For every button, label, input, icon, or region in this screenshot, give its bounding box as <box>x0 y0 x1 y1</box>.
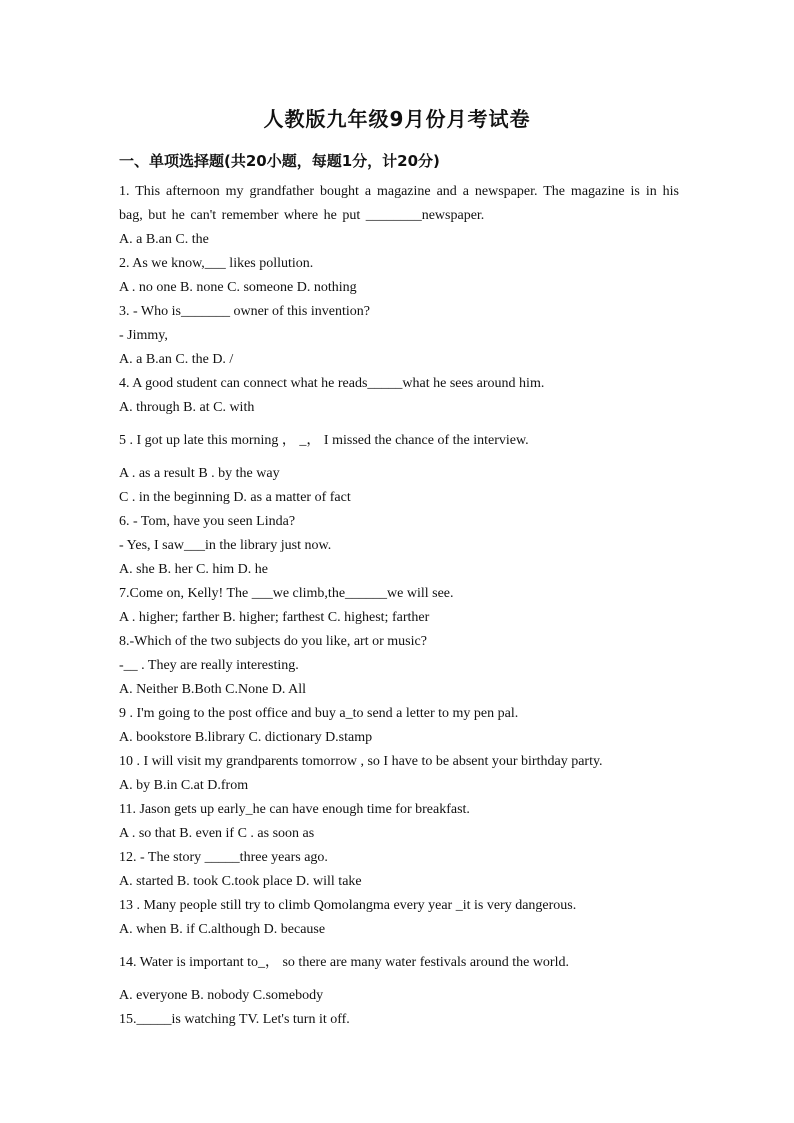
question-10-options: A. by B.in C.at D.from <box>119 778 249 793</box>
question-10-stem: 10 . I will visit my grandparents tomorrow , so I have to be absent your birthday party. <box>119 754 603 769</box>
question-12-stem: 12. - The story _____three years ago. <box>119 850 328 865</box>
spacer <box>119 420 679 429</box>
question-7-stem: 7.Come on, Kelly! The ___we climb,the______we will see. <box>119 586 454 601</box>
question-8-options: A. Neither B.Both C.None D. All <box>119 682 307 697</box>
question-6-stem: 6. - Tom, have you seen Linda? <box>119 514 296 529</box>
question-8-stem: 8.-Which of the two subjects do you like, art or music? <box>119 634 427 649</box>
question-11-options: A . so that B. even if C . as soon as <box>119 826 315 841</box>
question-3-options: A. a B.an C. the D. / <box>119 352 234 367</box>
question-5-stem: 5 . I got up late this morning ， _， I missed the chance of the interview. <box>119 433 529 448</box>
question-12-options: A. started B. took C.took place D. will take <box>119 874 362 889</box>
spacer <box>119 975 679 984</box>
question-6-answer-line: - Yes, I saw___in the library just now. <box>119 538 332 553</box>
spacer <box>119 942 679 951</box>
question-2-options: A . no one B. none C. someone D. nothing <box>119 280 357 295</box>
question-13-stem: 13 . Many people still try to climb Qomolangma every year _it is very dangerous. <box>119 898 577 913</box>
section-heading: 一、单项选择题(共20小题，每题1分，计20分) <box>119 152 440 170</box>
question-7-options: A . higher; farther B. higher; farthest C. highest; farther <box>119 610 430 625</box>
spacer <box>119 453 679 462</box>
question-8-answer-line: -__ . They are really interesting. <box>119 658 299 673</box>
question-9-stem: 9 . I'm going to the post office and buy a_to send a letter to my pen pal. <box>119 706 519 721</box>
question-list <box>119 180 679 1032</box>
question-1-options: A. a B.an C. the <box>119 232 209 247</box>
question-5-options-a-b: A . as a result B . by the way <box>119 466 280 481</box>
question-1-stem: 1. This afternoon my grandfather bought a magazine and a newspaper. The magazine is in his bag, but he can't remember where he put ________newspaper. <box>119 184 679 223</box>
question-13-options: A. when B. if C.although D. because <box>119 922 326 937</box>
question-4-options: A. through B. at C. with <box>119 400 255 415</box>
question-5-options-c-d: C . in the beginning D. as a matter of fact <box>119 490 351 505</box>
page-title: 人教版九年级9月份月考试卷 <box>263 107 531 131</box>
question-3-stem: 3. - Who is_______ owner of this invention? <box>119 304 370 319</box>
question-4-stem: 4. A good student can connect what he reads_____what he sees around him. <box>119 376 545 391</box>
question-3-answer-line: - Jimmy, <box>119 328 168 343</box>
question-2-stem: 2. As we know,___ likes pollution. <box>119 256 314 271</box>
question-15-stem: 15._____is watching TV. Let's turn it off. <box>119 1012 350 1027</box>
question-14-stem: 14. Water is important to_， so there are many water festivals around the world. <box>119 955 569 970</box>
question-14-options: A. everyone B. nobody C.somebody <box>119 988 324 1003</box>
question-11-stem: 11. Jason gets up early_he can have enough time for breakfast. <box>119 802 470 817</box>
question-6-options: A. she B. her C. him D. he <box>119 562 268 577</box>
question-9-options: A. bookstore B.library C. dictionary D.stamp <box>119 730 373 745</box>
